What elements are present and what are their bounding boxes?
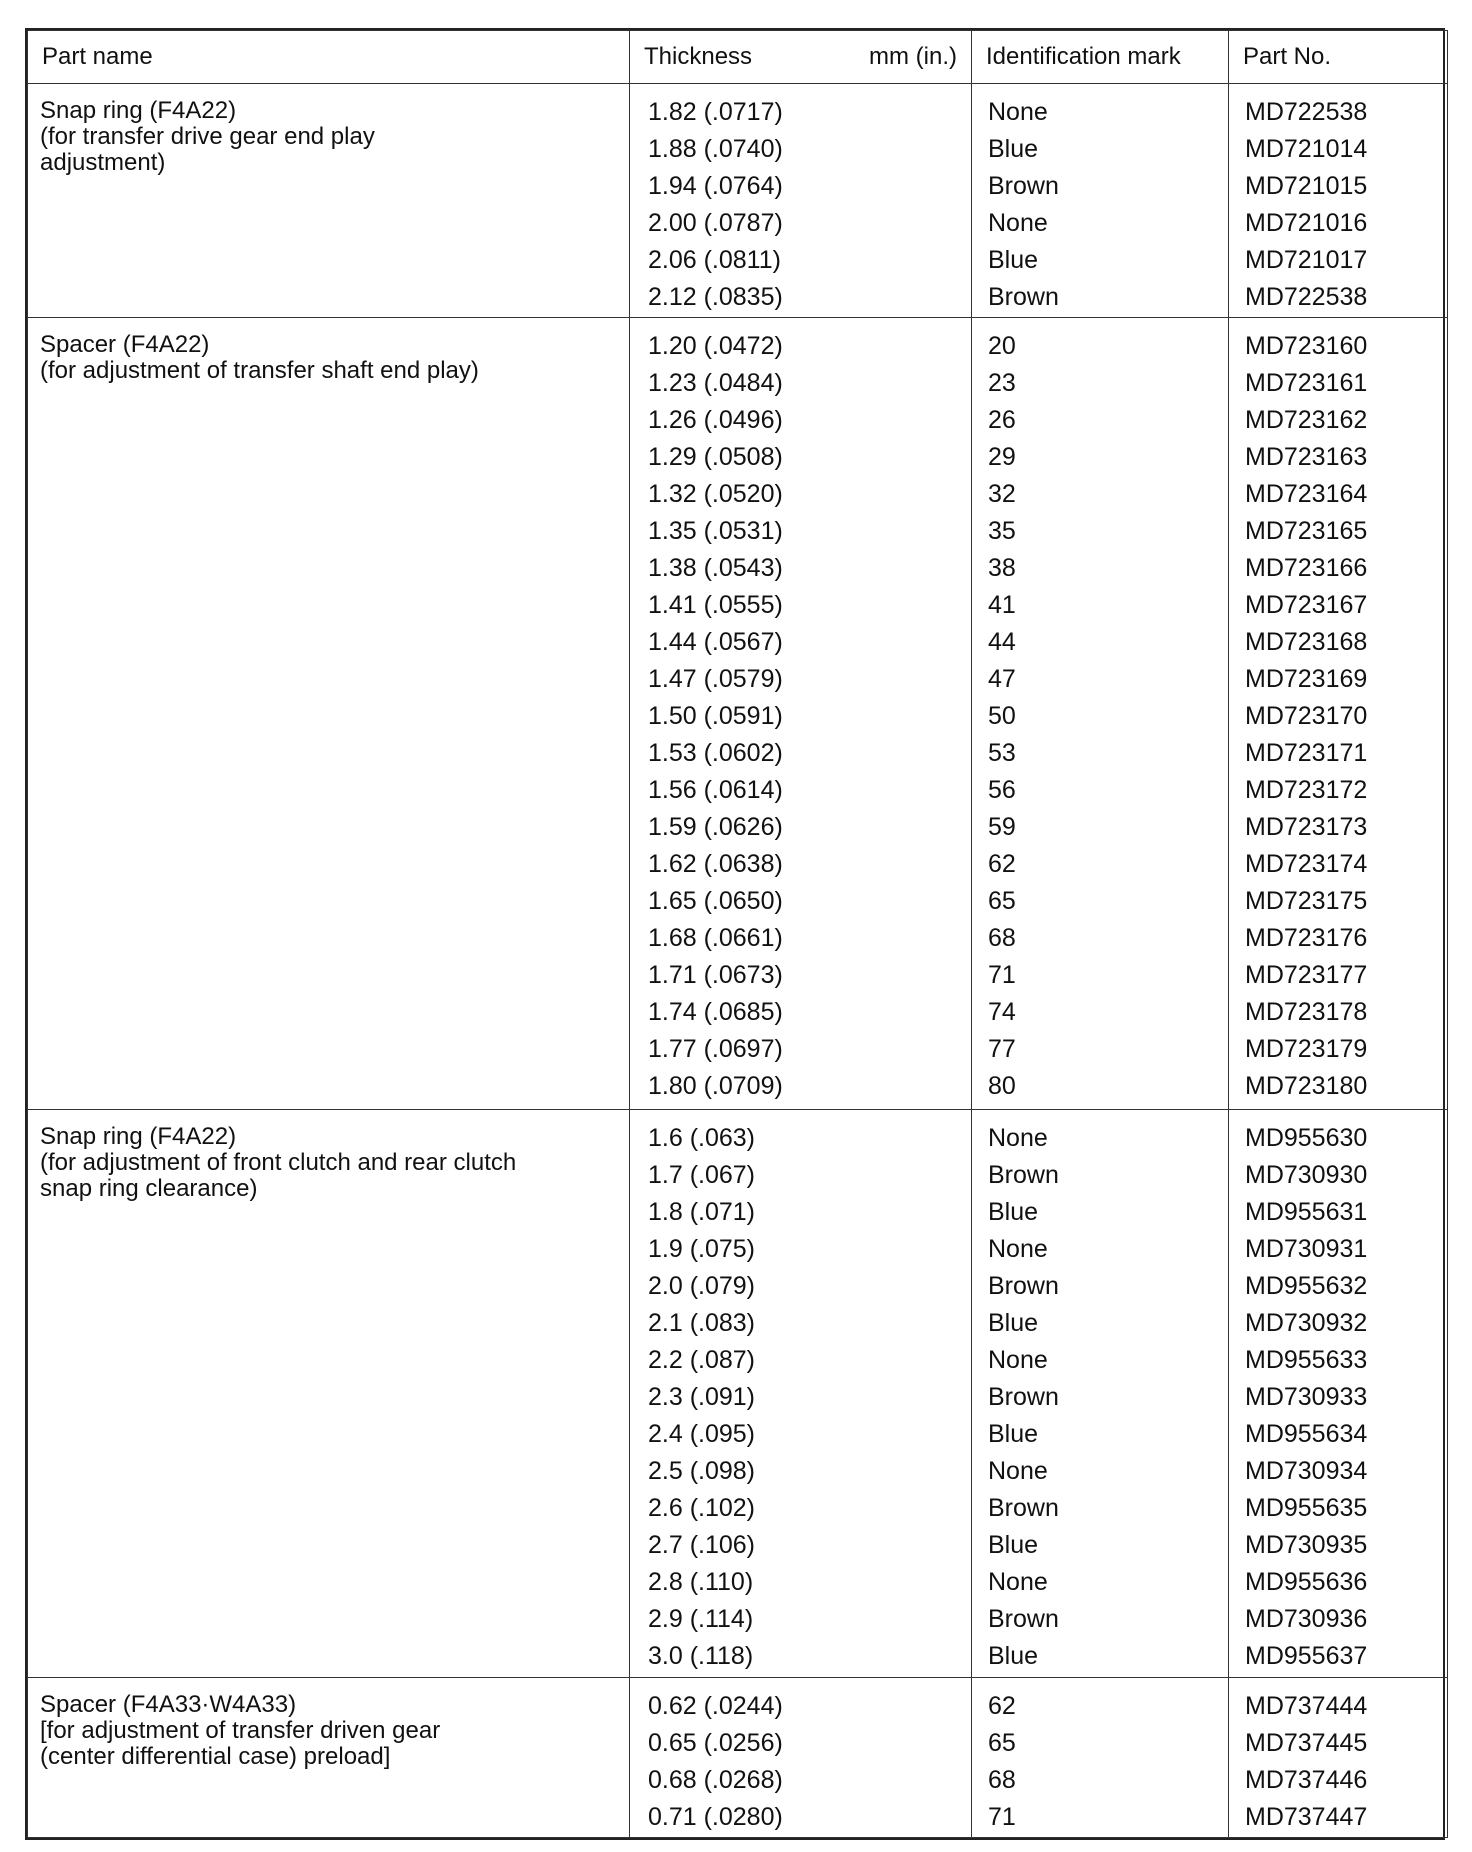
identification-mark-value: 50 <box>988 702 1016 731</box>
part-name-cell <box>28 318 630 1110</box>
identification-mark-value: 47 <box>988 665 1016 694</box>
identification-mark-value: Brown <box>988 1604 1059 1633</box>
header-thickness-label: Thickness <box>644 43 753 70</box>
identification-mark-value: Blue <box>988 1530 1039 1559</box>
identification-mark-value: 35 <box>988 517 1016 546</box>
parts-table <box>27 30 1448 1838</box>
part-number-value: MD955635 <box>1245 1493 1368 1522</box>
part-name-line: (for transfer drive gear end play <box>40 123 375 150</box>
identification-mark-value: Blue <box>988 1419 1039 1448</box>
thickness-value: 1.74 (.0685) <box>648 998 783 1027</box>
identification-mark-value: Blue <box>988 1308 1039 1337</box>
thickness-value: 2.00 (.0787) <box>648 209 783 237</box>
thickness-value: 2.12 (.0835) <box>648 283 783 311</box>
part-number-value: MD955634 <box>1245 1419 1368 1448</box>
thickness-value: 1.53 (.0602) <box>648 739 783 768</box>
thickness-value: 1.59 (.0626) <box>648 813 783 842</box>
identification-mark-value: 23 <box>988 369 1016 398</box>
identification-mark-value: Brown <box>988 1382 1059 1411</box>
identification-mark-value: None <box>988 1234 1048 1263</box>
part-cell <box>1229 318 1448 1110</box>
thickness-value: 0.68 (.0268) <box>648 1766 783 1795</box>
thickness-value: 1.65 (.0650) <box>648 887 783 916</box>
thk-cell <box>630 1678 972 1838</box>
thickness-value: 0.65 (.0256) <box>648 1729 783 1758</box>
identification-mark-value: 32 <box>988 480 1016 509</box>
part-number-value: MD721016 <box>1245 209 1368 237</box>
part-number-value: MD730935 <box>1245 1530 1368 1559</box>
header-thickness-unit: mm (in.) <box>869 43 957 70</box>
identification-mark-value: 20 <box>988 332 1016 361</box>
identification-mark-value: 41 <box>988 591 1016 620</box>
identification-mark-value: 68 <box>988 924 1016 953</box>
thickness-value: 1.44 (.0567) <box>648 628 783 657</box>
identification-mark-value: 38 <box>988 554 1016 583</box>
thk-cell <box>630 1109 972 1678</box>
thickness-value: 1.62 (.0638) <box>648 850 783 879</box>
identification-mark-value: 65 <box>988 1729 1016 1758</box>
identification-mark-value: 77 <box>988 1035 1016 1064</box>
thickness-value: 1.68 (.0661) <box>648 924 783 953</box>
thickness-value: 1.6 (.063) <box>648 1123 756 1152</box>
part-number-value: MD723179 <box>1245 1035 1368 1064</box>
part-number-value: MD730936 <box>1245 1604 1368 1633</box>
identification-mark-value: None <box>988 1345 1048 1374</box>
identification-mark-value: Brown <box>988 1271 1059 1300</box>
part-number-value: MD722538 <box>1245 283 1368 311</box>
part-number-value: MD722538 <box>1245 98 1368 126</box>
part-number-value: MD723164 <box>1245 480 1368 509</box>
part-number-value: MD955631 <box>1245 1197 1368 1226</box>
identification-mark-value: Brown <box>988 283 1059 311</box>
thickness-value: 2.5 (.098) <box>648 1456 756 1485</box>
thickness-value: 0.71 (.0280) <box>648 1803 783 1832</box>
group-row <box>28 1109 1448 1678</box>
identification-mark-value: 62 <box>988 1692 1016 1721</box>
part-number-value: MD723169 <box>1245 665 1368 694</box>
thickness-value: 1.9 (.075) <box>648 1234 756 1263</box>
header-row <box>28 31 1448 84</box>
part-number-value: MD723167 <box>1245 591 1368 620</box>
part-number-value: MD723170 <box>1245 702 1368 731</box>
part-name-line: (for adjustment of transfer shaft end play) <box>40 357 479 385</box>
part-number-value: MD723178 <box>1245 998 1368 1027</box>
identification-mark-value: Blue <box>988 1197 1039 1226</box>
part-number-value: MD723168 <box>1245 628 1368 657</box>
thickness-value: 2.0 (.079) <box>648 1271 756 1300</box>
identification-mark-value: None <box>988 1456 1048 1485</box>
identification-mark-value: 53 <box>988 739 1016 768</box>
part-number-value: MD730931 <box>1245 1234 1368 1263</box>
identification-mark-value: 62 <box>988 850 1016 879</box>
header-thickness <box>630 31 972 84</box>
identification-mark-value: 29 <box>988 443 1016 472</box>
group-row <box>28 318 1448 1110</box>
part-name-line: (for adjustment of front clutch and rear clutch <box>40 1148 517 1176</box>
header-identification-mark: Identification mark <box>972 31 1229 84</box>
part-name-cell <box>28 1109 630 1678</box>
thickness-value: 1.71 (.0673) <box>648 961 783 990</box>
thickness-value: 2.1 (.083) <box>648 1308 756 1337</box>
part-number-value: MD721014 <box>1245 135 1368 163</box>
thickness-value: 3.0 (.118) <box>648 1641 754 1670</box>
part-number-value: MD723171 <box>1245 739 1368 768</box>
part-number-value: MD955637 <box>1245 1641 1368 1670</box>
part-number-value: MD723173 <box>1245 813 1368 842</box>
thickness-value: 1.32 (.0520) <box>648 480 783 509</box>
identification-mark-value: Brown <box>988 1493 1059 1522</box>
part-number-value: MD723165 <box>1245 517 1368 546</box>
part-number-value: MD723161 <box>1245 369 1368 398</box>
part-number-value: MD955633 <box>1245 1345 1368 1374</box>
group-row <box>28 1678 1448 1838</box>
part-number-value: MD737445 <box>1245 1729 1368 1758</box>
thickness-value: 2.6 (.102) <box>648 1493 756 1522</box>
thickness-value: 1.94 (.0764) <box>648 172 783 200</box>
identification-mark-value: Blue <box>988 246 1039 274</box>
part-number-value: MD955632 <box>1245 1271 1368 1300</box>
identification-mark-value: None <box>988 209 1048 237</box>
part-name-cell <box>28 84 630 318</box>
part-name-line: snap ring clearance) <box>40 1174 258 1202</box>
part-number-value: MD955636 <box>1245 1567 1368 1596</box>
part-number-value: MD730933 <box>1245 1382 1368 1411</box>
part-name-line: (center differential case) preload] <box>40 1743 391 1771</box>
identification-mark-value: None <box>988 1123 1048 1152</box>
thickness-value: 2.8 (.110) <box>648 1567 754 1596</box>
part-name-line: Snap ring (F4A22) <box>40 97 237 124</box>
part-name-line: Snap ring (F4A22) <box>40 1122 237 1150</box>
part-number-value: MD723180 <box>1245 1072 1368 1101</box>
identification-mark-value: 56 <box>988 776 1016 805</box>
identification-mark-value: 65 <box>988 887 1016 916</box>
part-number-value: MD723177 <box>1245 961 1368 990</box>
part-number-value: MD737444 <box>1245 1692 1368 1721</box>
thickness-value: 1.88 (.0740) <box>648 135 783 163</box>
thickness-value: 1.35 (.0531) <box>648 517 783 546</box>
thickness-value: 2.7 (.106) <box>648 1530 756 1559</box>
identification-mark-value: 71 <box>988 961 1016 990</box>
part-name-line: [for adjustment of transfer driven gear <box>40 1717 441 1745</box>
part-cell <box>1229 1678 1448 1838</box>
group-row <box>28 84 1448 318</box>
thickness-value: 1.38 (.0543) <box>648 554 783 583</box>
thickness-value: 2.3 (.091) <box>648 1382 756 1411</box>
part-number-value: MD723174 <box>1245 850 1368 879</box>
thickness-value: 1.77 (.0697) <box>648 1035 783 1064</box>
part-cell <box>1229 1109 1448 1678</box>
part-cell <box>1229 84 1448 318</box>
identification-mark-value: 80 <box>988 1072 1016 1101</box>
thickness-value: 1.8 (.071) <box>648 1197 756 1226</box>
thickness-value: 1.41 (.0555) <box>648 591 783 620</box>
part-number-value: MD723162 <box>1245 406 1368 435</box>
identification-mark-value: Brown <box>988 1160 1059 1189</box>
thickness-value: 2.2 (.087) <box>648 1345 756 1374</box>
identification-mark-value: Blue <box>988 135 1039 163</box>
part-number-value: MD723163 <box>1245 443 1368 472</box>
identification-mark-value: 74 <box>988 998 1016 1027</box>
identification-mark-value: 59 <box>988 813 1016 842</box>
thickness-value: 1.82 (.0717) <box>648 98 783 126</box>
mark-cell <box>972 1109 1229 1678</box>
thickness-value: 1.23 (.0484) <box>648 369 783 398</box>
part-number-value: MD730930 <box>1245 1160 1368 1189</box>
thk-cell <box>630 84 972 318</box>
thickness-value: 1.56 (.0614) <box>648 776 783 805</box>
thickness-value: 1.29 (.0508) <box>648 443 783 472</box>
part-number-value: MD723172 <box>1245 776 1368 805</box>
thickness-value: 0.62 (.0244) <box>648 1692 783 1721</box>
identification-mark-value: Brown <box>988 172 1059 200</box>
thickness-value: 1.26 (.0496) <box>648 406 783 435</box>
part-number-value: MD737446 <box>1245 1766 1368 1795</box>
identification-mark-value: 71 <box>988 1803 1016 1832</box>
part-number-value: MD737447 <box>1245 1803 1368 1832</box>
header-part-no: Part No. <box>1229 31 1448 84</box>
mark-cell <box>972 318 1229 1110</box>
thickness-value: 1.20 (.0472) <box>648 332 783 361</box>
part-number-value: MD723175 <box>1245 887 1368 916</box>
part-number-value: MD730932 <box>1245 1308 1368 1337</box>
thickness-value: 1.80 (.0709) <box>648 1072 783 1101</box>
identification-mark-value: Blue <box>988 1641 1039 1670</box>
part-name-line: adjustment) <box>40 149 166 176</box>
mark-cell <box>972 84 1229 318</box>
part-number-value: MD723176 <box>1245 924 1368 953</box>
identification-mark-value: 26 <box>988 406 1016 435</box>
part-number-value: MD723160 <box>1245 332 1368 361</box>
identification-mark-value: 44 <box>988 628 1016 657</box>
thickness-value: 1.7 (.067) <box>648 1160 756 1189</box>
parts-table-sheet <box>25 28 1445 1840</box>
part-name-cell <box>28 1678 630 1838</box>
identification-mark-value: 68 <box>988 1766 1016 1795</box>
part-number-value: MD955630 <box>1245 1123 1368 1152</box>
part-number-value: MD730934 <box>1245 1456 1368 1485</box>
part-name-line: Spacer (F4A22) <box>40 331 210 359</box>
thk-cell <box>630 318 972 1110</box>
part-name-line: Spacer (F4A33·W4A33) <box>40 1691 297 1719</box>
thickness-value: 2.9 (.114) <box>648 1604 754 1633</box>
table-body <box>28 84 1448 1838</box>
mark-cell <box>972 1678 1229 1838</box>
part-number-value: MD721015 <box>1245 172 1368 200</box>
part-number-value: MD721017 <box>1245 246 1368 274</box>
thickness-value: 2.4 (.095) <box>648 1419 756 1448</box>
header-part-name: Part name <box>28 31 630 84</box>
thickness-value: 1.50 (.0591) <box>648 702 783 731</box>
thickness-value: 2.06 (.0811) <box>648 246 781 274</box>
part-number-value: MD723166 <box>1245 554 1368 583</box>
identification-mark-value: None <box>988 1567 1048 1596</box>
thickness-value: 1.47 (.0579) <box>648 665 783 694</box>
identification-mark-value: None <box>988 98 1048 126</box>
